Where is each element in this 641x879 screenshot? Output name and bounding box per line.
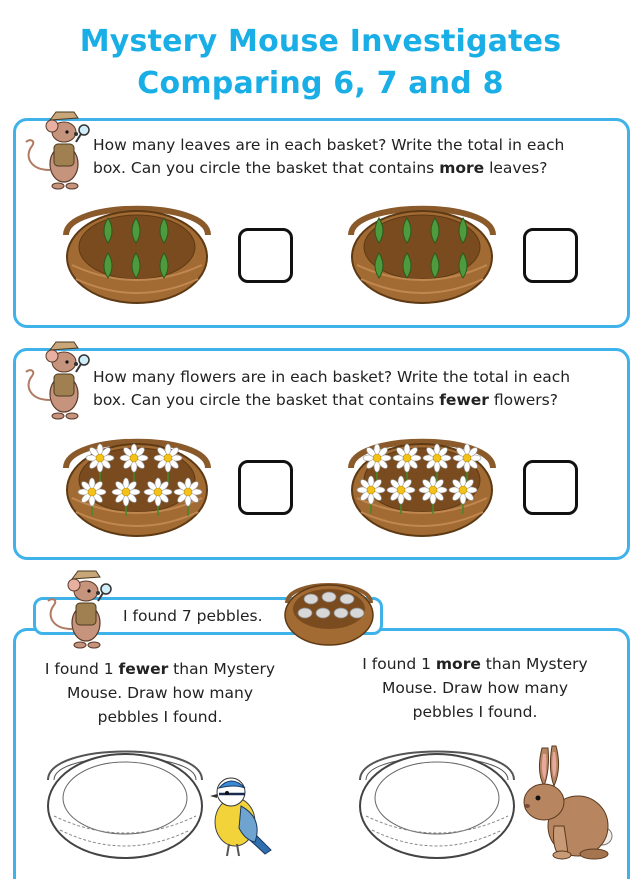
question2-text: How many flowers are in each basket? Write the total in each box. Can you circle the basket that contains fewer flowers? [93,368,571,409]
mystery-mouse-icon [42,567,122,652]
basket-leaves-left[interactable] [58,195,216,307]
page-subtitle: Comparing 6, 7 and 8 [137,66,504,101]
mystery-mouse-icon [20,108,100,193]
basket-leaves-right[interactable] [343,195,501,307]
basket-flowers-right[interactable] [343,428,501,540]
mystery-mouse-icon [20,338,100,423]
blue-tit-bird-icon [205,770,277,860]
page-title: Mystery Mouse Investigates [79,24,562,59]
question1-text: How many leaves are in each basket? Write the total in each box. Can you circle the basket that contains more leaves? [93,136,565,177]
speech-text: I found 7 pebbles. [123,607,263,625]
pebble-icon [316,608,330,618]
right-prompt: I found 1 more than Mystery Mouse. Draw how many pebbles I found. [362,655,588,721]
answer-box-flowers-left[interactable] [238,460,293,515]
basket-pebbles [281,577,377,647]
answer-box-flowers-right[interactable] [523,460,578,515]
answer-box-leaves-right[interactable] [523,228,578,283]
pebble-icon [334,608,348,618]
pebble-icon [350,608,364,618]
basket-flowers-left[interactable] [58,428,216,540]
pebble-icon [340,594,354,604]
pebble-icon [304,594,318,604]
answer-box-leaves-left[interactable] [238,228,293,283]
left-prompt: I found 1 fewer than Mystery Mouse. Draw how many pebbles I found. [44,660,276,726]
pebble-icon [322,592,336,602]
empty-basket-left[interactable] [40,738,210,864]
empty-basket-right[interactable] [352,738,522,864]
pebble-icon [298,608,312,618]
rabbit-icon [518,742,618,862]
